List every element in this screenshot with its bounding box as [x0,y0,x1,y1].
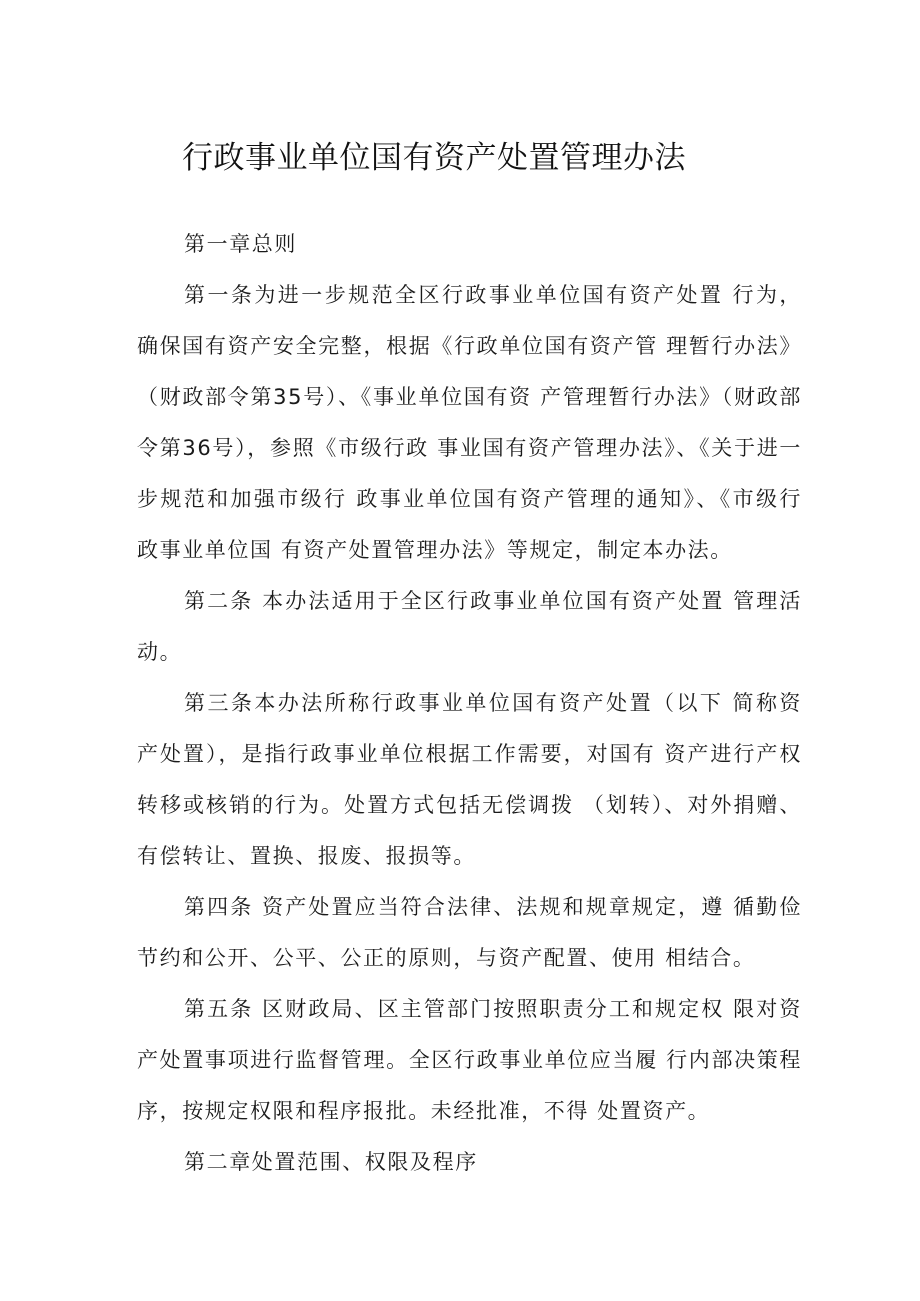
article-paragraph: 第五条 区财政局、区主管部门按照职责分工和规定权 限对资产处置事项进行监督管理。全区行政事业单位应当履 行内部决策程序，按规定权限和程序报批。未经批准，不得 处置资产。 [137,997,802,1123]
chapter-heading: 第二章处置范围、权限及程序 [184,1150,478,1174]
document-body [137,219,802,1188]
article-paragraph: 第三条本办法所称行政事业单位国有资产处置（以下 简称资产处置），是指行政事业单位根据工作需要，对国有 资产进行产权转移或核销的行为。处置方式包括无偿调拨 （划转）、对外捐赠、有偿转让、置换、报废、报损等。 [137,691,802,868]
document-title: 行政事业单位国有资产处置管理办法 [182,140,686,176]
article-paragraph: 第二条 本办法适用于全区行政事业单位国有资产处置 管理活动。 [137,589,802,664]
article-paragraph: 第一条为进一步规范全区行政事业单位国有资产处置 行为，确保国有资产安全完整，根据《行政单位国有资产管 理暂行办法》（财政部令第35号）、《事业单位国有资 产管理暂行办法》（财政部令第36号），参照《市级行政 事业国有资产管理办法》、《关于进一步规范和加强市级行 政事业单位国有资产管理的通知》、《市级行政事业单位国 有资产处置管理办法》等规定，制定本办法。 [137,283,802,562]
article-paragraph: 第四条 资产处置应当符合法律、法规和规章规定，遵 循勤俭节约和公开、公平、公正的原则，与资产配置、使用 相结合。 [137,895,802,970]
chapter-heading: 第一章总则 [184,232,297,256]
